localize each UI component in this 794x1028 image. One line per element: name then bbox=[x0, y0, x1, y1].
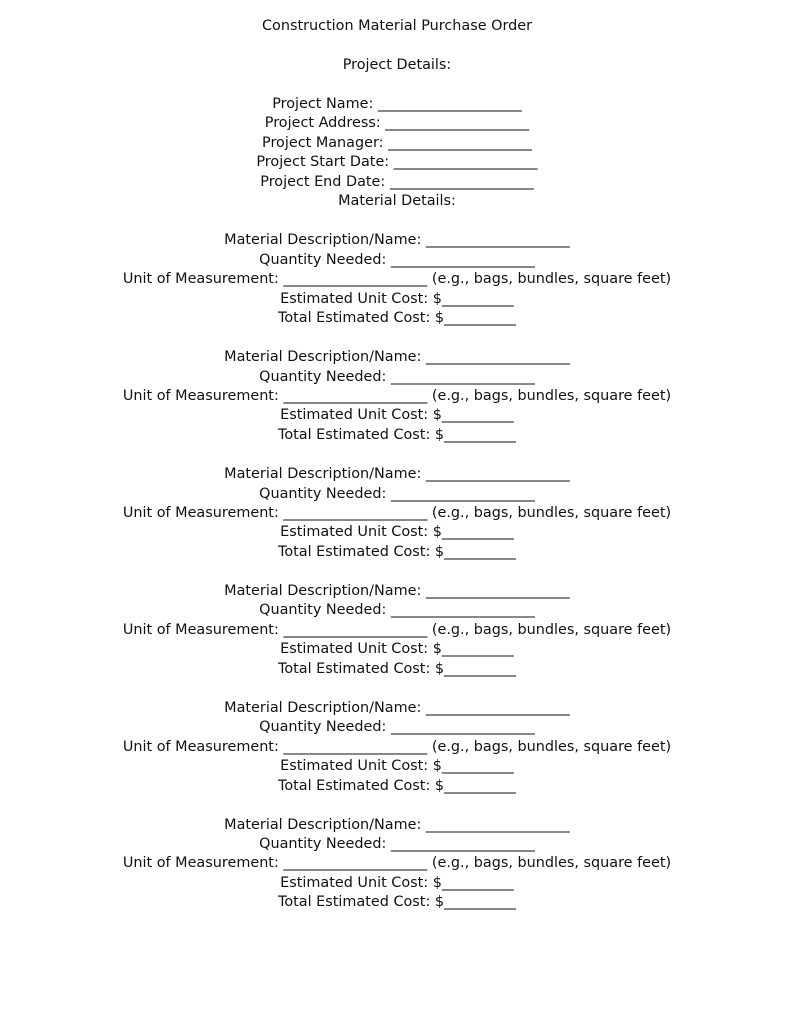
total-estimated-cost-field: Total Estimated Cost: $__________ bbox=[278, 778, 516, 794]
quantity-needed-field: Quantity Needed: ____________________ bbox=[259, 369, 535, 385]
total-estimated-cost-field: Total Estimated Cost: $__________ bbox=[278, 310, 516, 326]
material-description-field: Material Description/Name: ____________________ bbox=[224, 700, 570, 716]
unit-of-measurement-field: Unit of Measurement: ____________________ (e.g., bags, bundles, square feet) bbox=[122, 505, 672, 521]
material-description-field: Material Description/Name: ____________________ bbox=[224, 232, 570, 248]
estimated-unit-cost-field: Estimated Unit Cost: $__________ bbox=[280, 407, 514, 423]
project-address-field: Project Address: ____________________ bbox=[264, 115, 530, 131]
unit-of-measurement-field: Unit of Measurement: ____________________ (e.g., bags, bundles, square feet) bbox=[122, 739, 672, 755]
quantity-needed-field: Quantity Needed: ____________________ bbox=[259, 719, 535, 735]
estimated-unit-cost-field: Estimated Unit Cost: $__________ bbox=[280, 641, 514, 657]
estimated-unit-cost-field: Estimated Unit Cost: $__________ bbox=[280, 758, 514, 774]
unit-of-measurement-field: Unit of Measurement: ____________________ (e.g., bags, bundles, square feet) bbox=[122, 622, 672, 638]
project-manager-field: Project Manager: ____________________ bbox=[262, 135, 532, 151]
total-estimated-cost-field: Total Estimated Cost: $__________ bbox=[278, 544, 516, 560]
estimated-unit-cost-field: Estimated Unit Cost: $__________ bbox=[280, 291, 514, 307]
quantity-needed-field: Quantity Needed: ____________________ bbox=[259, 252, 535, 268]
total-estimated-cost-field: Total Estimated Cost: $__________ bbox=[278, 894, 516, 910]
unit-of-measurement-field: Unit of Measurement: ____________________ (e.g., bags, bundles, square feet) bbox=[122, 388, 672, 404]
total-estimated-cost-field: Total Estimated Cost: $__________ bbox=[278, 427, 516, 443]
project-name-field: Project Name: ____________________ bbox=[272, 96, 522, 112]
estimated-unit-cost-field: Estimated Unit Cost: $__________ bbox=[280, 875, 514, 891]
unit-of-measurement-field: Unit of Measurement: ____________________ (e.g., bags, bundles, square feet) bbox=[122, 855, 672, 871]
project-end-date-field: Project End Date: ____________________ bbox=[260, 174, 534, 190]
project-details-heading: Project Details: bbox=[342, 57, 452, 73]
estimated-unit-cost-field: Estimated Unit Cost: $__________ bbox=[280, 524, 514, 540]
quantity-needed-field: Quantity Needed: ____________________ bbox=[259, 602, 535, 618]
material-details-heading: Material Details: bbox=[338, 193, 456, 209]
total-estimated-cost-field: Total Estimated Cost: $__________ bbox=[278, 661, 516, 677]
quantity-needed-field: Quantity Needed: ____________________ bbox=[259, 486, 535, 502]
material-description-field: Material Description/Name: ____________________ bbox=[224, 466, 570, 482]
document-title: Construction Material Purchase Order bbox=[261, 18, 533, 34]
material-description-field: Material Description/Name: ____________________ bbox=[224, 583, 570, 599]
material-description-field: Material Description/Name: ____________________ bbox=[224, 349, 570, 365]
quantity-needed-field: Quantity Needed: ____________________ bbox=[259, 836, 535, 852]
unit-of-measurement-field: Unit of Measurement: ____________________ (e.g., bags, bundles, square feet) bbox=[122, 271, 672, 287]
project-start-date-field: Project Start Date: ____________________ bbox=[256, 154, 538, 170]
material-description-field: Material Description/Name: ____________________ bbox=[224, 817, 570, 833]
